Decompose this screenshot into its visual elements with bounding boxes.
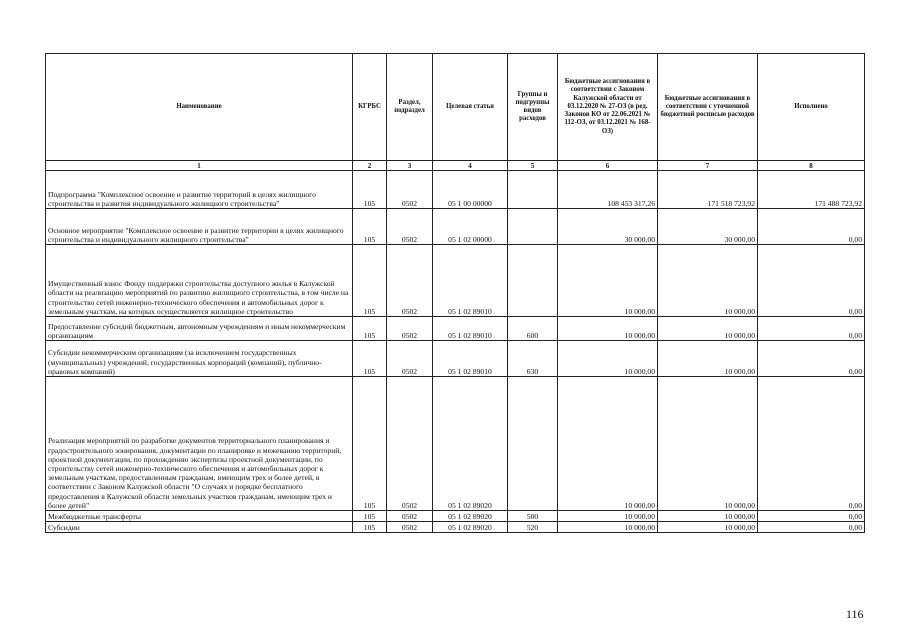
- row-group: 630: [508, 341, 558, 377]
- row-target: 05 1 02 89010: [433, 245, 508, 317]
- row-kgrbs: 105: [353, 522, 387, 533]
- row-alloc-revised: 10 000,00: [658, 377, 758, 511]
- column-number-row: [46, 161, 865, 171]
- row-target: 05 1 02 89010: [433, 317, 508, 341]
- row-group: [508, 171, 558, 209]
- header-section: Раздел, подраздел: [387, 54, 433, 161]
- row-alloc-law: 10 000,00: [558, 511, 658, 522]
- row-alloc-revised: 10 000,00: [658, 245, 758, 317]
- row-name: Предоставление субсидий бюджетным, автономным учреждениям и иным некоммерческим организациям: [46, 317, 353, 341]
- row-alloc-revised: 10 000,00: [658, 522, 758, 533]
- row-alloc-law: 10 000,00: [558, 245, 658, 317]
- row-group: 600: [508, 317, 558, 341]
- row-name: Реализация мероприятий по разработке документов территориального планирования и градостроительного зонирования, документации по планировке и межеванию территорий, проектной документации, по прохождению экспертизы проектной документации, по строительству сетей инженерно-технического обеспечения и автомобильных дорог к земельным участкам, предоставленным гражданам, имеющим трех и более детей, в соответствии с Законом Калужской области "О случаях и порядке бесплатного предоставления в Калужской области земельных участков гражданам, имеющим трех и более детей": [46, 377, 353, 511]
- table-row: [46, 317, 865, 341]
- row-executed: 0,00: [758, 522, 865, 533]
- header-target: Целевая статья: [433, 54, 508, 161]
- row-executed: 0,00: [758, 377, 865, 511]
- row-kgrbs: 105: [353, 317, 387, 341]
- header-group: Группы и подгруппы видов расходов: [508, 54, 558, 161]
- row-group: 500: [508, 511, 558, 522]
- table-row: [46, 377, 865, 511]
- row-kgrbs: 105: [353, 511, 387, 522]
- row-target: 05 1 00 00000: [433, 171, 508, 209]
- row-section: 0502: [387, 245, 433, 317]
- row-kgrbs: 105: [353, 209, 387, 245]
- row-target: 05 1 02 89020: [433, 377, 508, 511]
- row-name: Имущественный взнос Фонду поддержки строительства доступного жилья в Калужской области на реализацию мероприятий по развитию жилищного строительства, в том числе на строительство сетей инженерно-технического обеспечения и автомобильных дорог к земельным участкам, на которых осуществляется жилищное строительство: [46, 245, 353, 317]
- row-executed: 0,00: [758, 341, 865, 377]
- column-number: 3: [387, 161, 433, 171]
- row-executed: 0,00: [758, 511, 865, 522]
- row-section: 0502: [387, 171, 433, 209]
- row-alloc-revised: 10 000,00: [658, 511, 758, 522]
- row-alloc-law: 10 000,00: [558, 522, 658, 533]
- table-row: [46, 245, 865, 317]
- header-alloc-revised: Бюджетные ассигнования в соответствии с уточненной бюджетной росписью расходов: [658, 54, 758, 161]
- header-alloc-law: Бюджетные ассигнования в соответствии с Законом Калужской области от 03.12.2020 № 27-ОЗ (в ред. Законов КО от 22.06.2021 № 112-ОЗ, от 03.12.2021 № 168-ОЗ): [558, 54, 658, 161]
- table-row: [46, 209, 865, 245]
- row-executed: 0,00: [758, 209, 865, 245]
- budget-table: [45, 53, 865, 533]
- row-executed: 171 488 723,92: [758, 171, 865, 209]
- row-kgrbs: 105: [353, 377, 387, 511]
- table-row: [46, 341, 865, 377]
- row-group: [508, 245, 558, 317]
- column-number: 7: [658, 161, 758, 171]
- row-name: Подпрограмма "Комплексное освоение и развитие территорий в целях жилищного строительства и развития индивидуального жилищного строительства": [46, 171, 353, 209]
- row-group: [508, 377, 558, 511]
- row-executed: 0,00: [758, 245, 865, 317]
- row-name: Основное мероприятие "Комплексное освоение и развитие территории в целях жилищного строительства и индивидуального жилищного строительства": [46, 209, 353, 245]
- row-alloc-revised: 30 000,00: [658, 209, 758, 245]
- row-alloc-law: 30 000,00: [558, 209, 658, 245]
- row-target: 05 1 02 89010: [433, 341, 508, 377]
- row-alloc-law: 10 000,00: [558, 377, 658, 511]
- column-number: 8: [758, 161, 865, 171]
- header-kgrbs: КГРБС: [353, 54, 387, 161]
- row-section: 0502: [387, 511, 433, 522]
- row-section: 0502: [387, 341, 433, 377]
- column-number: 6: [558, 161, 658, 171]
- row-target: 05 1 02 89020: [433, 522, 508, 533]
- row-kgrbs: 105: [353, 341, 387, 377]
- column-number: 4: [433, 161, 508, 171]
- row-name: Межбюджетные трансферты: [46, 511, 353, 522]
- table-row: [46, 511, 865, 522]
- column-number: 5: [508, 161, 558, 171]
- column-number: 1: [46, 161, 353, 171]
- row-alloc-revised: 171 518 723,92: [658, 171, 758, 209]
- row-kgrbs: 105: [353, 245, 387, 317]
- header-executed: Исполнено: [758, 54, 865, 161]
- row-section: 0502: [387, 522, 433, 533]
- row-executed: 0,00: [758, 317, 865, 341]
- row-target: 05 1 02 89020: [433, 511, 508, 522]
- row-section: 0502: [387, 377, 433, 511]
- table-row: [46, 171, 865, 209]
- table-row: [46, 522, 865, 533]
- row-kgrbs: 105: [353, 171, 387, 209]
- row-alloc-revised: 10 000,00: [658, 317, 758, 341]
- row-section: 0502: [387, 209, 433, 245]
- row-alloc-revised: 10 000,00: [658, 341, 758, 377]
- column-number: 2: [353, 161, 387, 171]
- row-target: 05 1 02 00000: [433, 209, 508, 245]
- row-alloc-law: 108 453 317,26: [558, 171, 658, 209]
- page-number: 116: [846, 607, 864, 621]
- header-row: [46, 54, 865, 161]
- header-name: Наименование: [46, 54, 353, 161]
- row-group: 520: [508, 522, 558, 533]
- row-name: Субсидии некоммерческим организациям (за исключением государственных (муниципальных) учреждений, государственных корпораций (компаний), публично-правовых компаний): [46, 341, 353, 377]
- row-section: 0502: [387, 317, 433, 341]
- row-alloc-law: 10 000,00: [558, 341, 658, 377]
- row-alloc-law: 10 000,00: [558, 317, 658, 341]
- row-name: Субсидии: [46, 522, 353, 533]
- row-group: [508, 209, 558, 245]
